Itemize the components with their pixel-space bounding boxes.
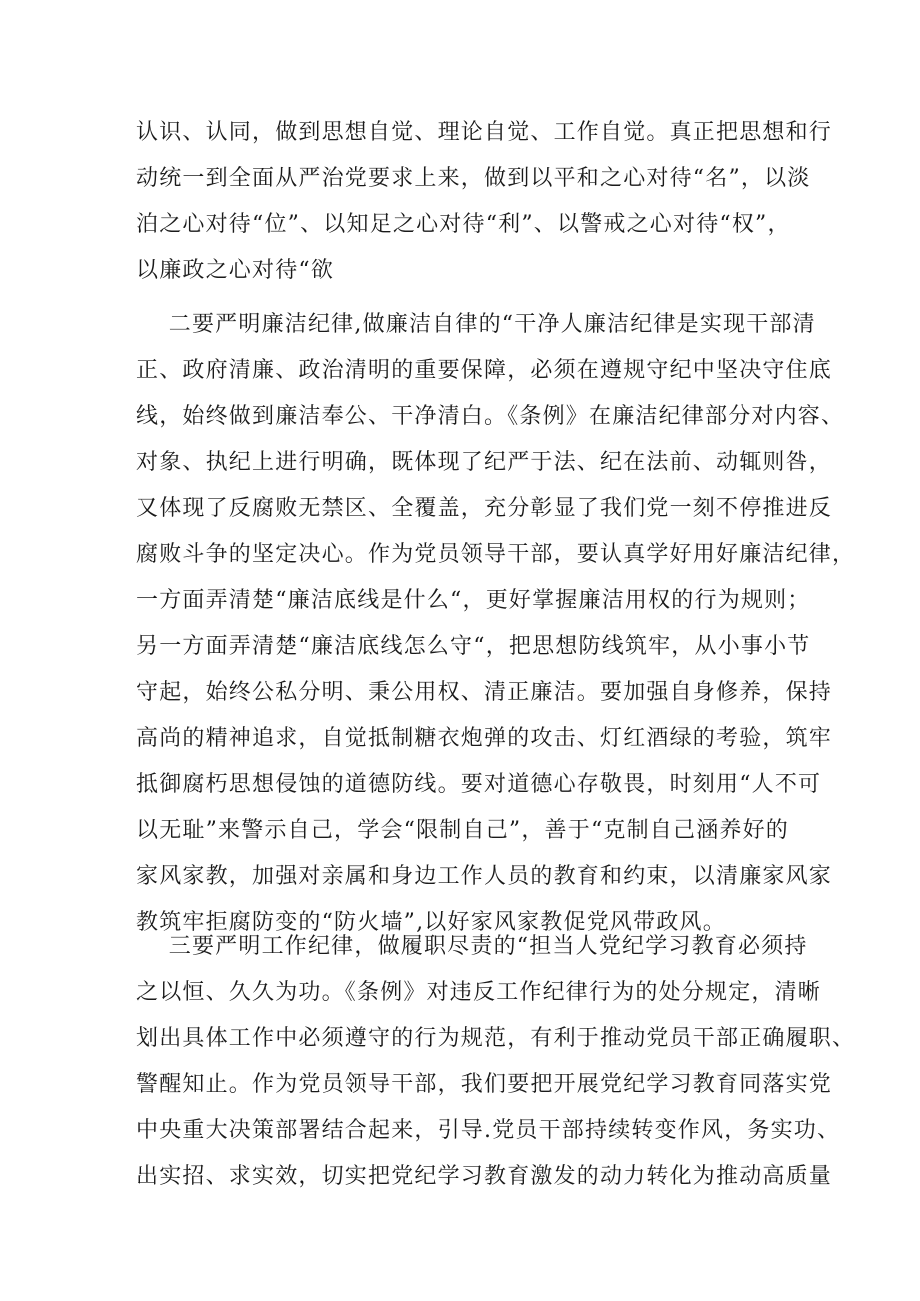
text-line: 线，始终做到廉洁奉公、干净清白。《条例》在廉洁纪律部分对内容、 <box>136 404 845 429</box>
text-line: 对象、执纪上进行明确，既体现了纪严于法、纪在法前、动辄则咎， <box>136 450 833 475</box>
text-line: 认识、认同，做到思想自觉、理论自觉、工作自觉。真正把思想和行 <box>136 120 833 145</box>
text-line: 二要严明廉洁纪律,做廉洁自律的“干净人廉洁纪律是实现干部清 <box>136 312 816 337</box>
text-line: 守起，始终公私分明、秉公用权、清正廉洁。要加强自身修养，保持 <box>136 680 833 705</box>
text-line: 腐败斗争的坚定决心。作为党员领导干部，要认真学好用好廉洁纪律， <box>136 542 856 567</box>
text-line: 另一方面弄清楚“廉洁底线怎么守“，把思想防线筑牢，从小事小节 <box>136 634 811 659</box>
text-line: 出实招、求实效，切实把党纪学习教育激发的动力转化为推动高质量 <box>136 1164 833 1189</box>
text-line: 三要严明工作纪律，做履职尽责的“担当人党纪学习教育必须持 <box>136 934 808 959</box>
text-line: 泊之心对待“位”、以知足之心对待“利”、以警戒之心对待“权”， <box>136 212 791 237</box>
paragraph-3 <box>136 924 856 1200</box>
text-line: 之以恒、久久为功。《条例》对违反工作纪律行为的处分规定，清晰 <box>136 980 822 1005</box>
text-line: 抵御腐朽思想侵蚀的道德防线。要对道德心存敬畏，时刻用“人不可 <box>136 772 822 797</box>
text-line: 中央重大决策部署结合起来，引导.党员干部持续转变作风，务实功、 <box>136 1118 841 1143</box>
paragraph-1 <box>136 110 833 294</box>
text-line: 划出具体工作中必须遵守的行为规范，有利于推动党员干部正确履职、 <box>136 1026 856 1051</box>
text-line: 以无耻”来警示自己，学会“限制自己”，善于“克制自己涵养好的 <box>136 818 789 843</box>
text-line: 以廉政之心对待“欲 <box>136 258 335 283</box>
text-line: 教筑牢拒腐防变的“防火墙”,以好家风家教促党风带政风。 <box>136 910 726 935</box>
text-line: 家风家教，加强对亲属和身边工作人员的教育和约束，以清廉家风家 <box>136 864 833 889</box>
text-line: 警醒知止。作为党员领导干部，我们要把开展党纪学习教育同落实党 <box>136 1072 833 1097</box>
paragraph-2 <box>136 302 856 946</box>
text-line: 动统一到全面从严治党要求上来，做到以平和之心对待“名”，以淡 <box>136 166 811 191</box>
text-line: 又体现了反腐败无禁区、全覆盖，充分彰显了我们党一刻不停推进反 <box>136 496 833 521</box>
text-line: 高尚的精神追求，自觉抵制糖衣炮弹的攻击、灯红酒绿的考验，筑牢 <box>136 726 833 751</box>
text-line: 一方面弄清楚“廉洁底线是什么“，更好掌握廉洁用权的行为规则； <box>136 588 811 613</box>
text-line: 正、政府清廉、政治清明的重要保障，必须在遵规守纪中坚决守住底 <box>136 358 833 383</box>
